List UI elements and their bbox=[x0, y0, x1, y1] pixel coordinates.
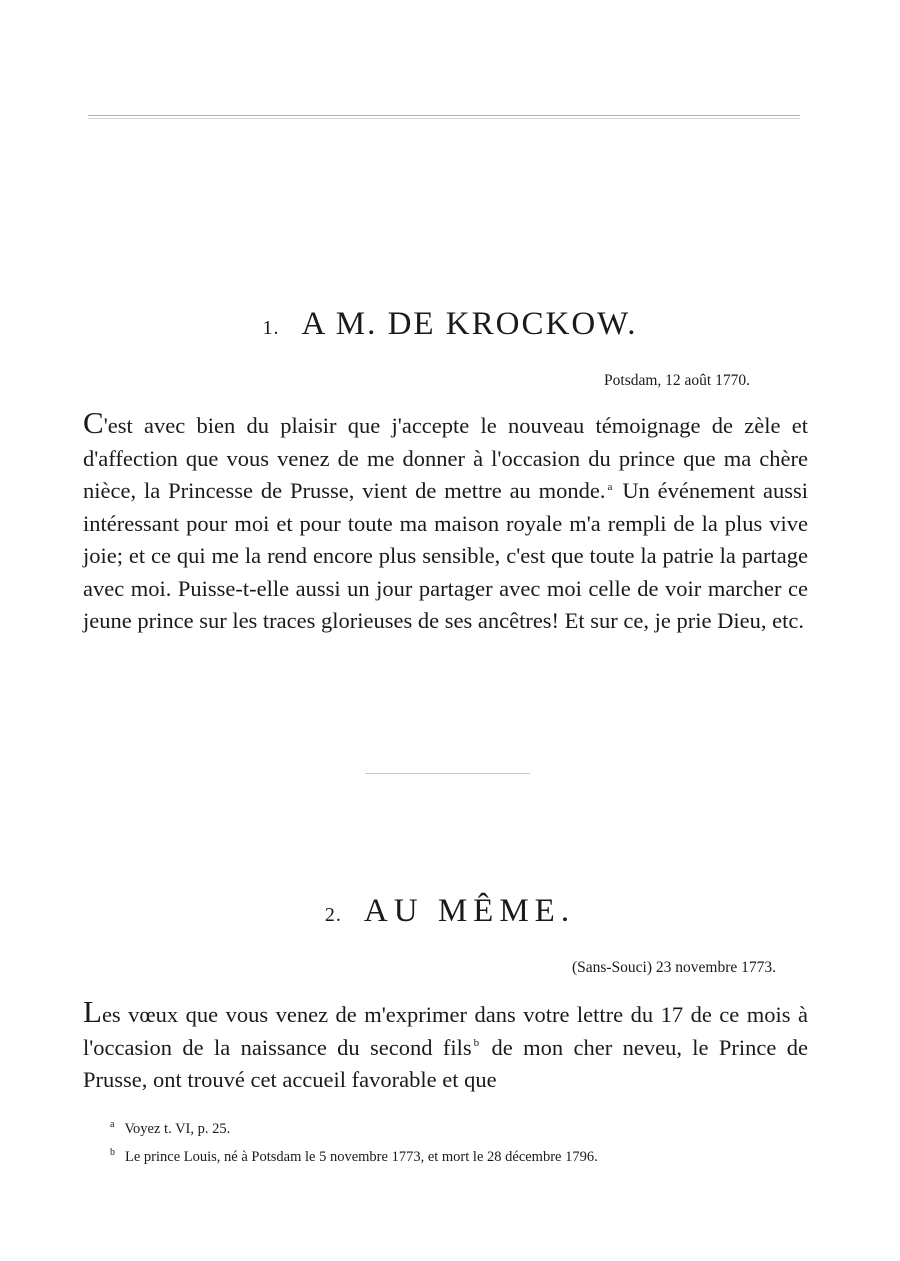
footnote bbox=[110, 1113, 810, 1141]
letter-2-heading bbox=[0, 893, 900, 930]
section-divider bbox=[365, 773, 530, 774]
letter-1-body bbox=[83, 405, 808, 638]
letter-1-heading bbox=[0, 306, 900, 343]
top-rule bbox=[88, 115, 800, 116]
letter-2-text-b: de mon cher neveu, le Prince de Prusse, ont trouvé cet accueil favorable et que bbox=[83, 1034, 809, 1092]
footnotes bbox=[110, 1113, 810, 1169]
letter-1-title: A M. DE KROCKOW. bbox=[301, 306, 638, 342]
letter-2-dropcap: L bbox=[83, 994, 102, 1029]
footnote bbox=[110, 1141, 810, 1169]
letter-1-number: 1. bbox=[262, 317, 280, 339]
letter-2-number: 2. bbox=[324, 904, 342, 926]
footnote-marker-b[interactable]: b bbox=[473, 1037, 480, 1049]
letter-2-body bbox=[83, 994, 809, 1097]
letter-1-text-b: Un événement aussi intéressant pour moi et pour toute ma maison royale m'a rempli de la plus vive joie; et ce qui me la rend encore plus sensible, c'est que toute la patrie la partage avec moi. Puisse-t-elle aussi un jour partager avec moi celle de voir marcher ce jeune prince sur les traces glorieuses de ses ancêtres! Et sur ce, je prie Dieu, etc. bbox=[83, 478, 808, 633]
footnote-text: Voyez t. VI, p. 25. bbox=[124, 1120, 231, 1137]
letter-2-title: AU MÊME. bbox=[363, 893, 576, 929]
footnote-label: a bbox=[110, 1119, 115, 1130]
letter-1-text-a: 'est avec bien du plaisir que j'accepte le nouveau témoignage de zèle et d'affection que vous venez de me donner à l'occasion du prince que ma chère nièce, la Princesse de Prusse, vient de mettre au monde. bbox=[83, 413, 808, 503]
letter-2-text-a: es vœux que vous venez de m'exprimer dans votre lettre du 17 de ce mois à l'occasion de la naissance du second fils bbox=[83, 1002, 808, 1060]
footnote-label: b bbox=[110, 1146, 115, 1158]
footnote-text: Le prince Louis, né à Potsdam le 5 novembre 1773, et mort le 28 décembre 1796. bbox=[125, 1148, 598, 1165]
letter-2-dateline: (Sans-Souci) 23 novembre 1773. bbox=[571, 959, 776, 976]
letter-1-dropcap: C bbox=[83, 405, 104, 440]
letter-1-dateline: Potsdam, 12 août 1770. bbox=[604, 372, 750, 389]
footnote-marker-a[interactable]: a bbox=[607, 480, 613, 493]
